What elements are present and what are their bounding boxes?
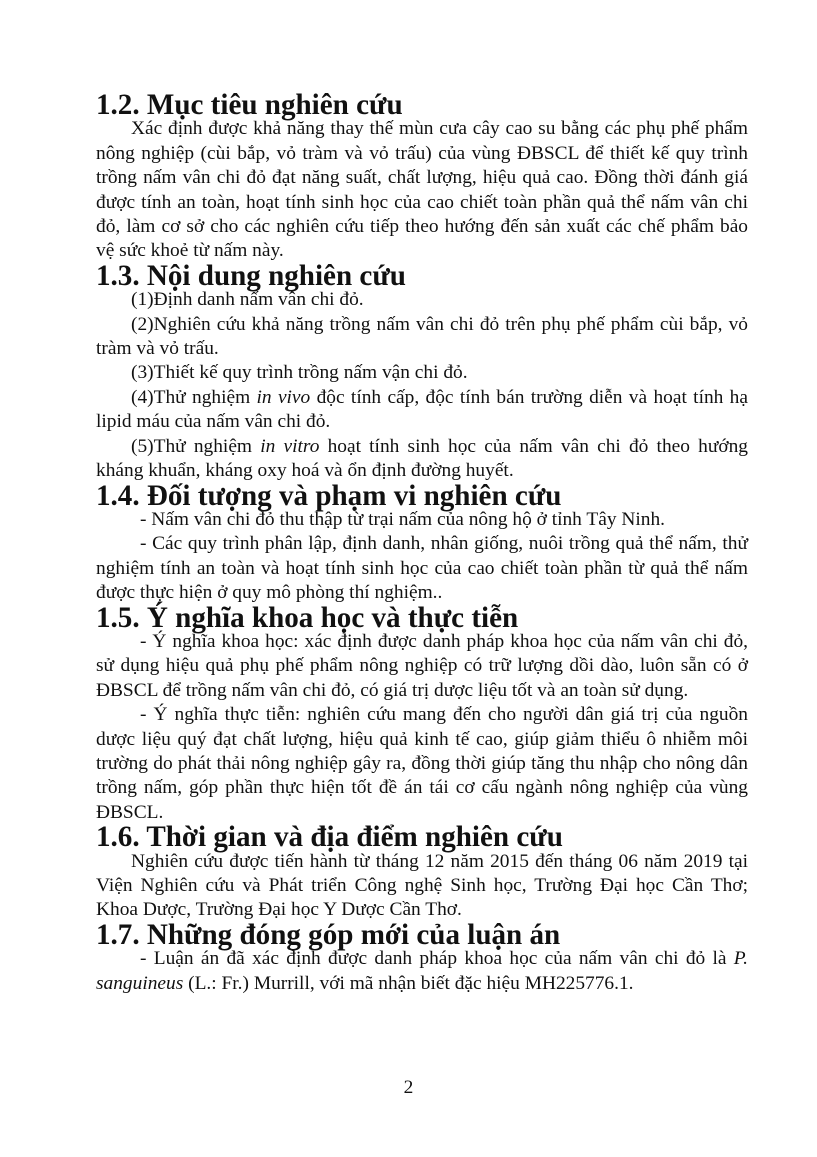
section-heading-1-3: 1.3. Nội dung nghiên cứu	[96, 259, 406, 292]
species-name: P. sanguineus	[96, 948, 748, 994]
content-item-5-term: in vitro	[260, 435, 320, 457]
content-item-4	[96, 386, 748, 435]
section-heading-1-5: 1.5. Ý nghĩa khoa học và thực tiễn	[96, 601, 519, 634]
content-item-5-rest: hoạt tính sinh học của nấm vân chi đỏ theo hướng kháng khuẩn, kháng oxy hoá và ổn định đường huyết.	[96, 435, 748, 482]
scope-item-1: - Nấm vân chi đỏ thu thập từ trại nấm của nông hộ ở tỉnh Tây Ninh.	[140, 508, 665, 530]
content-item-1: (1)Định danh nấm vân chi đỏ.	[131, 289, 364, 311]
section-heading-1-7: 1.7. Những đóng góp mới của luận án	[96, 918, 561, 951]
content-item-5-lead: (5)Thử nghiệm	[131, 435, 261, 457]
content-item-4-term: in vivo	[256, 386, 311, 408]
document-page	[96, 89, 748, 996]
contribution-item-1-rest: (L.: Fr.) Murrill, với mã nhận biết đặc hiệu MH225776.1.	[183, 972, 634, 994]
page-number: 2	[403, 1077, 414, 1098]
section-1-6-paragraph: Nghiên cứu được tiến hành từ tháng 12 năm 2015 đến tháng 06 năm 2019 tại Viện Nghiên cứu và Phát triển Công nghệ Sinh học, Trường Đại học Cần Thơ; Khoa Dược, Trường Đại học Y Dược Cần Thơ.	[96, 850, 748, 921]
section-heading-1-4: 1.4. Đối tượng và phạm vi nghiên cứu	[96, 479, 562, 512]
content-item-3: (3)Thiết kế quy trình trồng nấm vận chi đỏ.	[131, 362, 468, 384]
significance-scientific: - Ý nghĩa khoa học: xác định được danh pháp khoa học của nấm vân chi đỏ, sử dụng hiệu quả phụ phế phẩm nông nghiệp có trữ lượng dồi dào, luôn sẵn có ở ĐBSCL để trồng nấm vân chi đỏ, có giá trị dược liệu tốt và an toàn sử dụng.	[96, 630, 748, 701]
section-heading-1-2: 1.2. Mục tiêu nghiên cứu	[96, 89, 403, 121]
significance-practical: - Ý nghĩa thực tiễn: nghiên cứu mang đến cho người dân giá trị của nguồn dược liệu quý đạt chất lượng, hiệu quả kinh tế cao, giúp giảm thiểu ô nhiễm môi trường do phát thải nông nghiệp gây ra, đồng thời giúp tăng thu nhập cho nông dân trồng nấm, góp phần thực hiện tốt đề án tái cơ cấu ngành nông nghiệp của vùng ĐBSCL.	[96, 704, 748, 823]
content-item-4-rest: độc tính cấp, độc tính bán trường diễn và hoạt tính hạ lipid máu của nấm vân chi đỏ.	[96, 386, 748, 433]
content-item-2: (2)Nghiên cứu khả năng trồng nấm vân chi đỏ trên phụ phế phẩm cùi bắp, vỏ tràm và vỏ trấu.	[96, 313, 748, 360]
content-item-5	[96, 435, 748, 484]
contribution-item-1	[96, 947, 748, 996]
content-item-4-lead: (4)Thử nghiệm	[131, 386, 257, 408]
section-1-2-paragraph: Xác định được khả năng thay thế mùn cưa cây cao su bằng các phụ phế phẩm nông nghiệp (cùi bắp, vỏ tràm và vỏ trấu) của vùng ĐBSCL để thiết kế quy trình trồng nấm vân chi đỏ đạt năng suất, chất lượng, hiệu quả cao. Đồng thời đánh giá được tính an toàn, hoạt tính sinh học của cao chiết toàn phần quả thể nấm vân chi đỏ, làm cơ sở cho các nghiên cứu tiếp theo hướng đến sản xuất các chế phẩm bảo vệ sức khoẻ từ nấm này.	[96, 118, 748, 262]
contribution-item-1-lead: - Luận án đã xác định được danh pháp khoa học của nấm vân chi đỏ là	[140, 948, 734, 970]
section-heading-1-6: 1.6. Thời gian và địa điểm nghiên cứu	[96, 821, 563, 854]
scope-item-2: - Các quy trình phân lập, định danh, nhân giống, nuôi trồng quả thể nấm, thử nghiệm tính an toàn và hoạt tính sinh học của cao chiết toàn phần từ quả thể nấm được thực hiện ở quy mô phòng thí nghiệm..	[96, 533, 748, 604]
